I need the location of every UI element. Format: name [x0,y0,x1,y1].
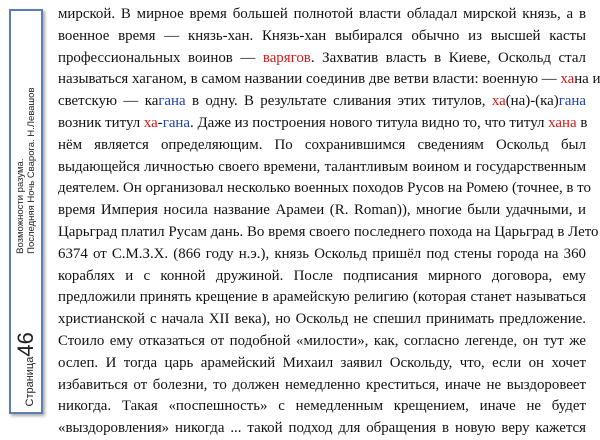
text-line [58,418,586,440]
text-segment: нём является определяющим. По сохранившимся сведениям Оскольд был [58,136,586,153]
text-line [58,113,586,135]
text-line [58,396,586,418]
text-segment: время Империя носила название Арамеи (R. Roman)), многие были удачными, и [58,202,586,219]
text-segment: «выздоровления» никогда ... такой подход для обращения в новую веру кажется [58,420,586,437]
text-segment: профессиональных воинов — [58,49,263,66]
text-segment: Царьград платил Русам дань. Во время своего последнего похода на Царьград в Лето [58,223,599,240]
book-title-line2: Последняя Ночь Сварога. Н.Левашов [26,87,37,254]
page-number: 46 [13,331,38,357]
text-segment: деятелем. Он организовал несколько военных походов Русов на Ромею (точнее, в то [58,180,591,197]
text-segment: (на)-(ка) [505,93,559,110]
sidebar-content [11,11,41,412]
text-segment: - [157,114,163,131]
text-segment: 6374 от С.М.З.Х. (866 году н.э.), князь Оскольд пришёл под стены города на 360 [58,245,586,262]
text-segment: христианской с начала XII века), но Оскольд не спешил принимать предложение. [58,311,586,328]
text-line [58,26,586,48]
text-segment: . Даже из построения нового титула видно то, что титул [190,114,549,131]
text-segment: на и [574,71,600,88]
text-segment: . Захватив власть в Киеве, Оскольд стал [310,49,586,66]
highlighted-word: варягов [262,49,311,66]
highlighted-word: гана [162,114,191,131]
highlighted-word: гана [558,93,586,110]
text-line [58,287,586,309]
text-segment: мирской. В мирное время большей полнотой власти обладал мирской князь, а в [58,6,586,22]
highlighted-word: гана [158,93,186,110]
text-line [58,266,586,288]
text-segment: называться хаганом, в самом названии соединив две ветви власти: военную — [58,71,561,88]
text-segment: Стоило ему отказаться от подобной «милости», как, согласно легенде, он тут же [58,332,586,349]
text-line [58,200,586,222]
text-segment: военное время — князь-хан. Князь-хан выбирался обычно из высшей касты [58,27,586,44]
text-line [58,222,599,244]
text-segment: возник титул [58,114,144,131]
highlighted-word: ха [491,93,506,110]
text-line [58,4,586,26]
text-segment: в [576,114,588,131]
page-label: Страница [24,356,36,406]
text-line [58,48,586,70]
text-segment: в одну. В результате сливания этих титулов, [185,93,492,110]
highlighted-word: хана [548,114,577,131]
text-line [58,135,586,157]
text-segment: избавиться от болезни, то должен немедленно креститься, иначе не выздоровеет [58,376,586,393]
text-segment: светскую — ка [58,93,159,110]
text-segment: ослеп. И тогда царь арамейский Михаил заявил Оскольду, что, если он хочет [58,354,586,371]
text-line [58,309,586,331]
highlighted-word: ха [143,114,158,131]
text-line [58,331,586,353]
text-line [58,353,586,375]
text-line [58,375,586,397]
book-title-line1: Возможности разума. [15,158,26,254]
book-title [15,87,37,253]
text-line [58,157,586,179]
text-line [58,244,586,266]
text-segment: никогда. Такая «поспешность» с немедленным крещением, иначе не будет [58,398,586,415]
text-segment: предложили принять крещение в арамейскую религию (которая станет называться [58,289,586,306]
text-line [58,178,591,200]
highlighted-word: ха [560,71,575,88]
text-line [58,91,586,113]
page-body-text [58,4,600,440]
page-sidebar [9,9,43,414]
text-line [58,69,600,91]
page-indicator [15,332,37,406]
text-segment: кораблях и с конной дружиной. После подписания мирного договора, ему [58,267,586,284]
text-segment: выдающейся личностью своего времени, талантливым воином и государственным [58,158,586,175]
